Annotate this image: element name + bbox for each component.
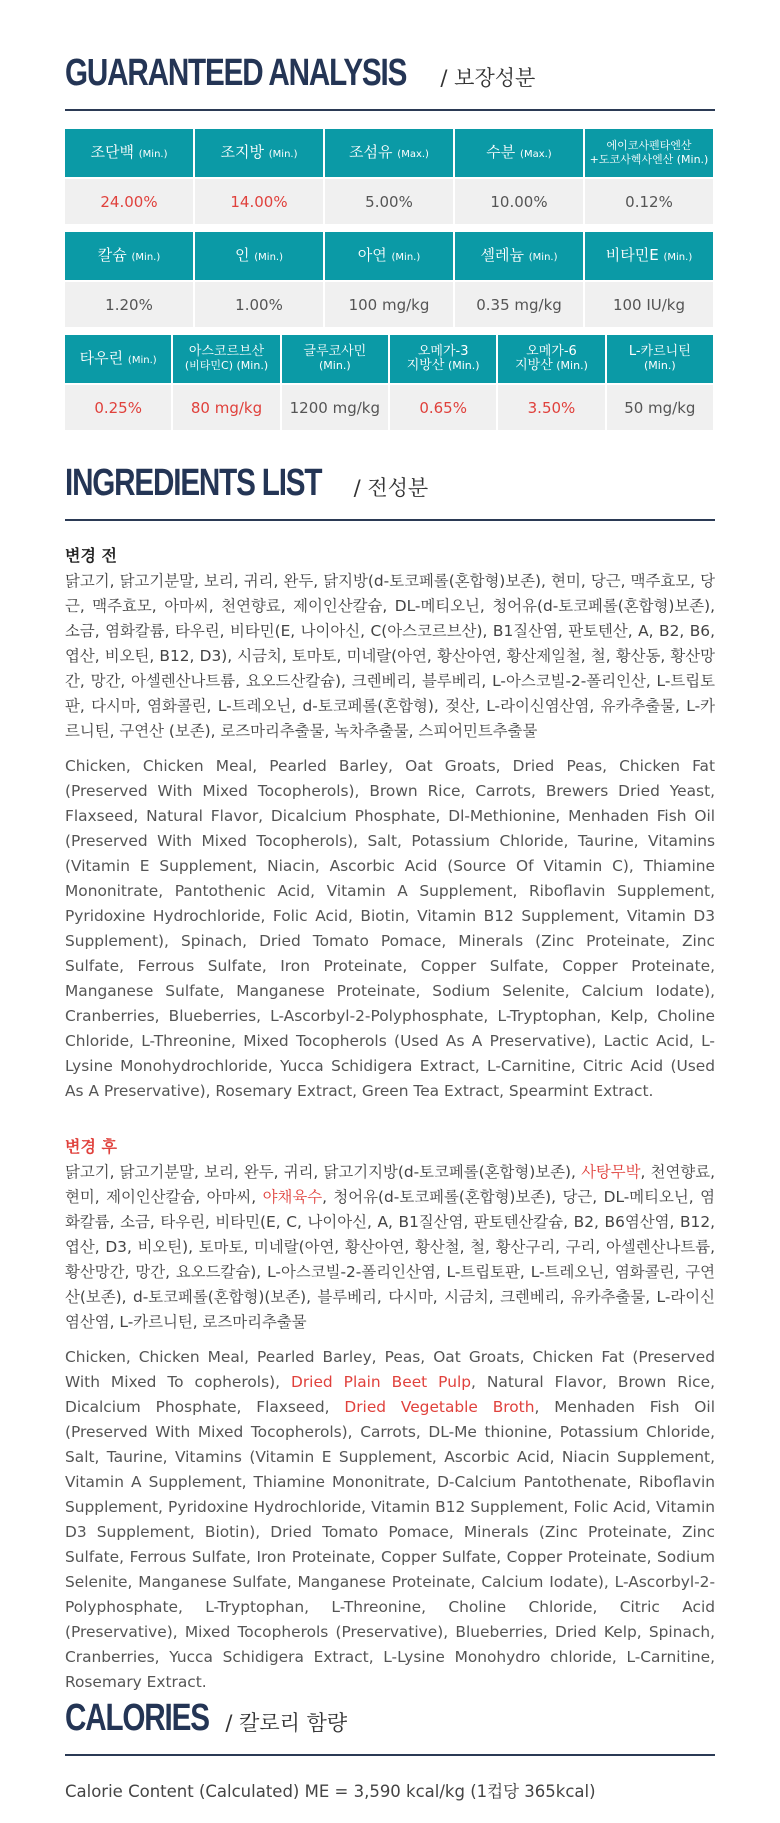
analysis-value-cell: 0.65% xyxy=(390,385,496,430)
analysis-value-cell: 100 mg/kg xyxy=(325,282,453,327)
analysis-value-cell: 24.00% xyxy=(65,179,193,224)
analysis-header-cell: 에이코사펜타엔산 +도코사헥사엔산 (Min.) xyxy=(585,129,713,177)
analysis-header-cell: 조지방 (Min.) xyxy=(195,129,323,177)
guaranteed-analysis-header xyxy=(65,52,715,111)
section-subtitle: / 칼로리 함량 xyxy=(225,1711,348,1735)
changed-ingredient-highlight: 야채육수 xyxy=(262,1188,323,1206)
analysis-value-cell: 50 mg/kg xyxy=(607,385,713,430)
analysis-value-cell: 80 mg/kg xyxy=(173,385,279,430)
analysis-header-cell: 타우린 (Min.) xyxy=(65,335,171,383)
section-title: INGREDIENTS LIST xyxy=(65,462,322,504)
analysis-value-cell: 10.00% xyxy=(455,179,583,224)
analysis-value-cell: 0.25% xyxy=(65,385,171,430)
ingredients-before xyxy=(65,543,715,1104)
analysis-header-cell: L-카르니틴 (Min.) xyxy=(607,335,713,383)
analysis-value-cell: 5.00% xyxy=(325,179,453,224)
analysis-header-cell: 조섬유 (Max.) xyxy=(325,129,453,177)
analysis-header-cell: 수분 (Max.) xyxy=(455,129,583,177)
analysis-value-cell: 1.00% xyxy=(195,282,323,327)
ingredients-header xyxy=(65,462,715,521)
analysis-value-cell: 14.00% xyxy=(195,179,323,224)
changed-ingredient-highlight: Dried Vegetable Broth xyxy=(344,1398,535,1416)
after-label: 변경 후 xyxy=(65,1137,117,1156)
analysis-table-row-2 xyxy=(63,230,715,329)
after-english-ingredients: Chicken, Chicken Meal, Pearled Barley, Peas, Oat Groats, Chicken Fat (Preserved With Mixed To copherols), Dried Plain Beet Pulp, Natural Flavor, Brown Rice, Dicalcium Phosphate, Flaxseed, Dried Vegetable Broth, Menhaden Fish Oil (Preserved With Mixed Tocopherols), Carrots, DL-Me thionine, Potassium Chloride, Salt, Taurine, Vitamins (Vitamin E Supplement, Ascorbic Acid, Niacin Supplement, Vitamin A Supplement, Thiamine Mononitrate, D-Calcium Pantothenate, Riboflavin Supplement, Pyridoxine Hydrochloride, Vitamin B12 Supplement, Folic Acid, Vitamin D3 Supplement, Biotin), Dried Tomato Pomace, Minerals (Zinc Proteinate, Zinc Sulfate, Ferrous Sulfate, Iron Proteinate, Copper Sulfate, Copper Proteinate, Sodium Selenite, Manganese Sulfate, Manganese Proteinate, Calcium Iodate), L-Ascorbyl-2-Polyphosphate, L-Tryptophan, L-Threonine, Choline Chloride, Citric Acid (Preservative), Mixed Tocopherols (Preservative), Blueberries, Dried Kelp, Spinach, Cranberries, Yucca Schidigera Extract, L-Lysine Monohydro chloride, L-Carnitine, Rosemary Extract. xyxy=(65,1348,716,1691)
changed-ingredient-highlight: Dried Plain Beet Pulp xyxy=(290,1373,471,1391)
ingredients-section xyxy=(65,462,715,1695)
section-subtitle: / 전성분 xyxy=(353,476,429,500)
before-english-ingredients: Chicken, Chicken Meal, Pearled Barley, Oat Groats, Dried Peas, Chicken Fat (Preserved With Mixed Tocopherols), Brown Rice, Carrots, Brewers Dried Yeast, Flaxseed, Natural Flavor, Dicalcium Phosphate, Dl-Methionine, Menhaden Fish Oil (Preserved With Mixed Tocopherols), Salt, Potassium Chloride, Taurine, Vitamins (Vitamin E Supplement, Niacin, Ascorbic Acid (Source Of Vitamin C), Thiamine Mononitrate, Pantothenic Acid, Vitamin A Supplement, Riboflavin Supplement, Pyridoxine Hydrochloride, Folic Acid, Biotin, Vitamin B12 Supplement, Vitamin D3 Supplement), Spinach, Dried Tomato Pomace, Minerals (Zinc Proteinate, Zinc Sulfate, Ferrous Sulfate, Iron Proteinate, Copper Sulfate, Copper Proteinate, Manganese Sulfate, Manganese Proteinate, Sodium Selenite, Calcium Iodate), Cranberries, Blueberries, L-Ascorbyl-2-Polyphosphate, L-Tryptophan, Kelp, Choline Chloride, L-Threonine, Mixed Tocopherols (Used As A Preservative), Lactic Acid, L-Lysine Monohydrochloride, Yucca Schidigera Extract, L-Carnitine, Citric Acid (Used As A Preservative), Rosemary Extract, Green Tea Extract, Spearmint Extract. xyxy=(65,757,715,1100)
analysis-header-cell: 셀레늄 (Min.) xyxy=(455,232,583,280)
analysis-value-cell: 3.50% xyxy=(498,385,604,430)
section-subtitle: / 보장성분 xyxy=(440,66,536,90)
analysis-value-cell: 1200 mg/kg xyxy=(282,385,388,430)
ingredients-after xyxy=(65,1134,715,1695)
analysis-value-cell: 0.12% xyxy=(585,179,713,224)
analysis-header-cell: 오메가-3 지방산 (Min.) xyxy=(390,335,496,383)
before-label: 변경 전 xyxy=(65,546,117,565)
analysis-header-cell: 조단백 (Min.) xyxy=(65,129,193,177)
guaranteed-analysis-section xyxy=(65,52,715,432)
section-title: CALORIES xyxy=(65,1697,209,1739)
calories-header xyxy=(65,1697,715,1756)
after-korean-ingredients: 닭고기, 닭고기분말, 보리, 완두, 귀리, 닭고기지방(d-토코페롤(혼합형)보존), 사탕무박, 천연향료, 현미, 제이인산칼슘, 아마씨, 야채육수, 청어유(d-토코페롤(혼합형)보존), 당근, DL-메티오닌, 염화칼륨, 소금, 타우린, 비타민(E, C, 나이아신, A, B1질산염, 판토텐산칼슘, B2, B6염산염, B12, 엽산, D3, 비오틴), 토마토, 미네랄(아연, 황산아연, 황산철, 철, 황산구리, 구리, 아셀렌산나트륨, 황산망간, 망간, 요오드칼슘), L-아스코빌-2-폴리인산염, L-트립토판, L-트레오닌, 염화콜린, 구연산(보존), d-토코페롤(혼합형)(보존), 블루베리, 다시마, 시금치, 크렌베리, 유카추출물, L-라이신염산염, L-카르니틴, 로즈마리추출물 xyxy=(65,1163,715,1331)
analysis-table-row-3 xyxy=(63,333,715,432)
changed-ingredient-highlight: 사탕무박 xyxy=(581,1163,641,1181)
calorie-content-text: Calorie Content (Calculated) ME = 3,590 kcal/kg (1컵당 365kcal) xyxy=(65,1782,596,1801)
analysis-value-cell: 0.35 mg/kg xyxy=(455,282,583,327)
analysis-value-cell: 100 IU/kg xyxy=(585,282,713,327)
analysis-header-cell: 아연 (Min.) xyxy=(325,232,453,280)
analysis-header-cell: 비타민E (Min.) xyxy=(585,232,713,280)
before-korean-ingredients: 닭고기, 닭고기분말, 보리, 귀리, 완두, 닭지방(d-토코페롤(혼합형)보존), 현미, 당근, 맥주효모, 당근, 맥주효모, 아마씨, 천연향료, 제이인산칼슘, DL-메티오닌, 청어유(d-토코페롤(혼합형)보존), 소금, 염화칼륨, 타우린, 비타민(E, 나이아신, C(아스코르브산), B1질산염, 판토텐산, A, B2, B6, 엽산, 비오틴, B12, D3), 시금치, 토마토, 미네랄(아연, 황산아연, 황산제일철, 철, 황산동, 황산망간, 망간, 아셀렌산나트륨, 요오드산칼슘), 크렌베리, 블루베리, L-아스코빌-2-폴리인산, L-트립토판, 다시마, 염화콜린, L-트레오닌, d-토코페롤(혼합형), 젖산, L-라이신염산염, 유카추출물, L-카르니틴, 구연산 (보존), 로즈마리추출물, 녹차추출물, 스피어민트추출물 xyxy=(65,572,715,740)
analysis-header-cell: 오메가-6 지방산 (Min.) xyxy=(498,335,604,383)
analysis-header-cell: 칼슘 (Min.) xyxy=(65,232,193,280)
analysis-value-cell: 1.20% xyxy=(65,282,193,327)
section-title: GUARANTEED ANALYSIS xyxy=(65,52,407,94)
analysis-header-cell: 아스코르브산 (비타민C) (Min.) xyxy=(173,335,279,383)
analysis-table-row-1 xyxy=(63,127,715,226)
analysis-header-cell: 글루코사민 (Min.) xyxy=(282,335,388,383)
analysis-header-cell: 인 (Min.) xyxy=(195,232,323,280)
calories-section xyxy=(65,1697,715,1802)
